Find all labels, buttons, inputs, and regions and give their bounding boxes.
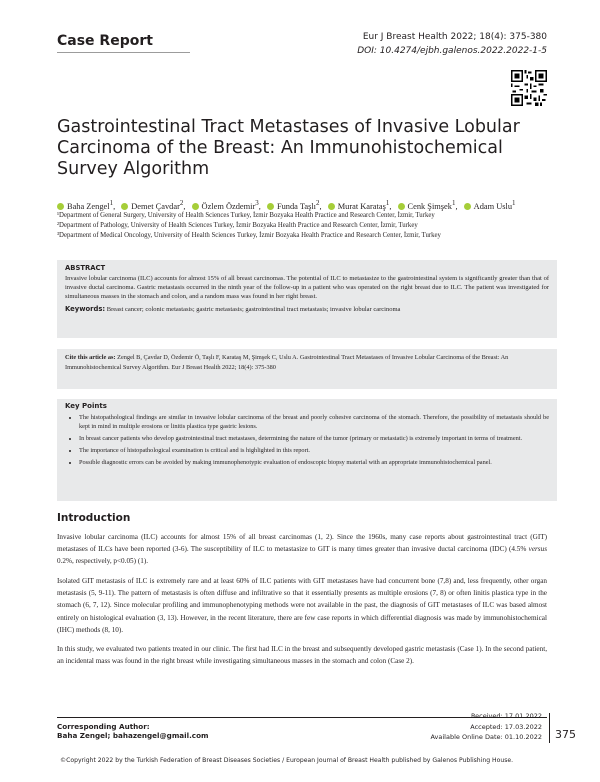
journal-citation: Eur J Breast Health 2022; 18(4): 375-380 — [362, 32, 547, 42]
accepted-date: Accepted: 17.03.2022 — [470, 722, 542, 731]
affiliation: ³Department of Medical Oncology, University of Health Sciences Turkey, İzmir Bozyaka Health Practice and Research Center, İzmir, Turkey — [57, 232, 441, 240]
qr-code-icon — [511, 70, 547, 106]
author-affil-ref: 3 — [255, 199, 259, 207]
author-name: Murat Karataş — [337, 201, 386, 211]
doi-text[interactable]: DOI: 10.4274/ejbh.galenos.2022.2022-1-5 — [357, 46, 547, 56]
paragraph: Isolated GIT metastasis of ILC is extremely rare and at least 60% of ILC patients with GIT metastases have had concurrent bone (7,8) and, less frequently, other organ metastasis (5, 9-11). The pattern of metastasis is often diffuse and infiltrative so that it essentially presents as multiple erosions (7, 8) or often linitis plastica type in the stomach (6, 7, 12). Since molecular profiling and immunophenotyping methods were not available in the past, the diagnosis of GIT metastases of ILC was based almost entirely on histological evaluation (3, 13). However, in the recent literature, there are few case reports in which differential diagnosis was made by immunohistochemical (IHC) methods (8, 10). — [57, 577, 547, 634]
affiliation: ¹Department of General Surgery, University of Health Sciences Turkey, İzmir Bozyaka Health Practice and Research Center, İzmir, Turkey — [57, 212, 435, 219]
list-item: • The importance of histopathological examination is critical and is highlighted in this report. — [79, 446, 549, 455]
list-item: • Possible diagnostic errors can be avoided by making immunophenotypic evaluation of endoscopic biopsy material with an appropriate immunohistochemical panel. — [79, 458, 549, 467]
key-points-box — [57, 399, 557, 501]
author-affil-ref: 2 — [179, 199, 184, 207]
paragraph-text: 0.2%, respectively, p<0.05) (1). — [57, 557, 149, 566]
paragraph-text: Invasive lobular carcinoma (ILC) accounts for almost 15% of all breast carcinomas (1, 2). Since the 1960s, many case reports about gastrointestinal tract (GIT) metastases of ILCs have been reported (3-6). The susceptibility of ILC to metastasize to GIT is many times greater than invasive ductal carcinoma (IDC) (4.5% — [57, 533, 547, 554]
abstract-box — [57, 260, 557, 338]
keywords-text: Breast cancer; colonic metastasis; gastric metastasis; gastrointestinal tract metastasis; invasive lobular carcinoma — [106, 305, 401, 313]
citation-label: Cite this article as: — [65, 354, 116, 361]
section-heading: Introduction — [57, 512, 131, 524]
copyright: ©Copyright 2022 by the Turkish Federation of Breast Diseases Societies / European Journal of Breast Health published by Galenos Publishing House. — [60, 757, 514, 764]
abstract-heading: ABSTRACT — [65, 264, 106, 272]
keywords-label: Keywords: — [65, 304, 106, 313]
affiliations — [57, 211, 557, 242]
author-affil-ref: 1 — [109, 199, 114, 207]
paragraph-italic: versus — [528, 545, 547, 554]
author-name: Cenk Şimşek — [407, 201, 452, 211]
section-label: Case Report — [57, 33, 153, 49]
article-title: Gastrointestinal Tract Metastases of Invasive Lobular Carcinoma of the Breast: An Immunohistochemical Survey Algorithm — [57, 117, 520, 179]
orcid-icon[interactable] — [328, 203, 335, 210]
author-affil-ref: 1 — [385, 199, 390, 207]
author-name: Funda Taşlı — [276, 201, 316, 211]
paragraph — [57, 531, 547, 568]
keywords — [65, 305, 549, 314]
corresponding-author-name[interactable]: Baha Zengel; bahazengel@gmail.com — [57, 731, 209, 740]
orcid-icon[interactable] — [121, 203, 128, 210]
received-date: Received: 17.01.2022 — [470, 712, 542, 720]
citation-box — [57, 349, 557, 389]
key-points-list — [65, 413, 549, 467]
orcid-icon[interactable] — [267, 203, 274, 210]
available-date: Available Online Date: 01.10.2022 — [430, 733, 542, 741]
author-name: Adam Uslu — [473, 201, 513, 211]
author-affil-ref: 1 — [451, 199, 456, 207]
orcid-icon[interactable] — [192, 203, 199, 210]
author-affil-ref: 1 — [512, 199, 516, 207]
list-item: • In breast cancer patients who develop gastrointestinal tract metastases, determining the nature of the tumor (primary or metastatic) is extremely important in terms of treatment. — [79, 434, 549, 443]
doi[interactable] — [357, 46, 547, 56]
list-item: • The histopathological findings are similar in invasive lobular carcinoma of the breast and poorly cohesive carcinoma of the stomach. Therefore, the possibility of metastasis should be kept in mind in multiple erosions or linitis plastica type gastric lesions. — [79, 413, 549, 431]
citation-text: Zengel B, Çavdar D, Özdemir Ö, Taşlı F, Karataş M, Şimşek C, Uslu A. Gastrointestinal Tract Metastases of Invasive Lobular Carcinoma of the Breast: An Immunohistochemical Survey Algorithm. Eur J Breast Health 2022; 18(4): 375-380 — [65, 354, 509, 371]
author-list: Baha Zengel$^1$, Demet Çavdar$^2$, Özlem Özdemir$^3$, Funda Taşlı$^2$, Murat Karataş$^1$, Cenk Şimşek$^1$, Adam Uslu$^1$ — [57, 197, 557, 213]
footer-divider — [549, 713, 550, 743]
orcid-icon[interactable] — [398, 203, 405, 210]
author-name: Özlem Özdemir — [201, 201, 256, 211]
paragraph: In this study, we evaluated two patients treated in our clinic. The first had ILC in the breast and subsequently developed gastric metastasis (Case 1). In the second patient, an incidental mass was found in the right breast while investigating simultaneous masses in the stomach and colon (Case 2). — [57, 645, 547, 666]
corresponding-author-label: Corresponding Author: — [57, 722, 150, 731]
header-rule — [57, 52, 190, 53]
author-name: Demet Çavdar — [131, 201, 180, 211]
author-name: Baha Zengel — [67, 201, 110, 211]
key-points-title: Key Points — [65, 402, 107, 410]
author-affil-ref: 2 — [316, 199, 320, 207]
page-number: 375 — [555, 728, 576, 741]
orcid-icon[interactable] — [464, 203, 471, 210]
article-dates — [430, 711, 542, 743]
affiliation: ²Department of Pathology, University of Health Sciences Turkey, İzmir Bozyaka Health Practice and Research Center, İzmir, Turkey — [57, 222, 418, 230]
abstract-text: Invasive lobular carcinoma (ILC) accounts for almost 15% of all breast carcinomas. The potential of ILC to metastasize to the gastrointestinal system is significantly greater than that of invasive ductal carcinoma. Gastric metastasis occurred in the ninth year of the follow-up in a patient who was operated on the right breast due to ILC. The patient was investigated for simultaneous masses in the stomach and colon, and a random mass was found in her right breast. — [65, 275, 549, 301]
orcid-icon[interactable] — [57, 203, 64, 210]
